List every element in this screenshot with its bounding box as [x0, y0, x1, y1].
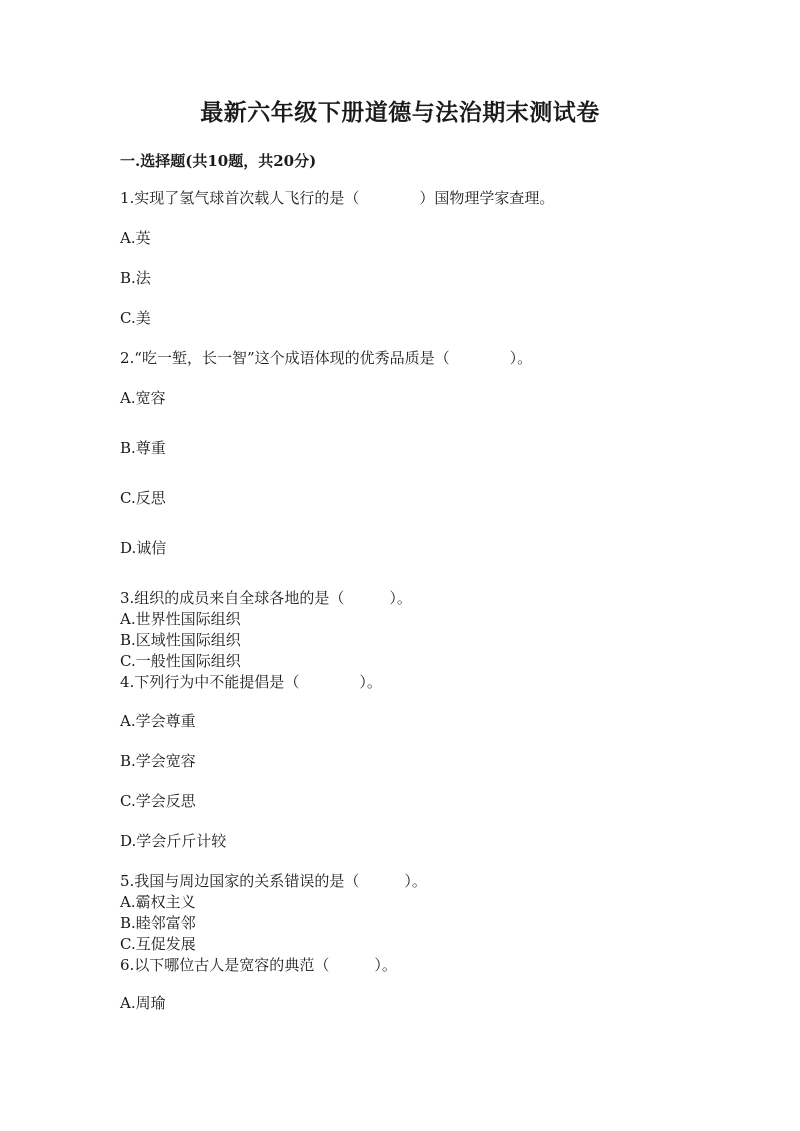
section-heading: 一.选择题(共10题，共20分) — [120, 152, 317, 170]
option-item: B.尊重 — [120, 439, 166, 457]
option-item: A.英 — [120, 229, 151, 247]
option-item: D.学会斤斤计较 — [120, 832, 227, 850]
option-item: B.区域性国际组织 — [120, 631, 241, 649]
option-item: C.互促发展 — [120, 935, 196, 953]
option-item: A.周瑜 — [120, 994, 166, 1012]
option-item: A.学会尊重 — [120, 712, 196, 730]
option-item: C.一般性国际组织 — [120, 652, 241, 670]
option-item: A.世界性国际组织 — [120, 610, 241, 628]
option-item: D.诚信 — [120, 539, 167, 557]
page-title: 最新六年级下册道德与法治期末测试卷 — [200, 99, 600, 126]
question-stem: 6.以下哪位古人是宽容的典范（ ）。 — [120, 956, 397, 974]
question-stem: 5.我国与周边国家的关系错误的是（ ）。 — [120, 872, 427, 890]
option-item: C.美 — [120, 309, 151, 327]
question-stem: 1.实现了氢气球首次载人飞行的是（ ）国物理学家查理。 — [120, 189, 555, 207]
question-stem: 3.组织的成员来自全球各地的是（ ）。 — [120, 589, 412, 607]
question-stem: 2.“吃一堑，长一智”这个成语体现的优秀品质是（ ）。 — [120, 349, 533, 367]
option-item: B.睦邻富邻 — [120, 914, 196, 932]
option-item: B.法 — [120, 269, 151, 287]
option-item: C.学会反思 — [120, 792, 196, 810]
option-item: C.反思 — [120, 489, 166, 507]
option-item: A.霸权主义 — [120, 893, 196, 911]
question-stem: 4.下列行为中不能提倡是（ ）。 — [120, 673, 382, 691]
option-item: A.宽容 — [120, 389, 166, 407]
option-item: B.学会宽容 — [120, 752, 196, 770]
